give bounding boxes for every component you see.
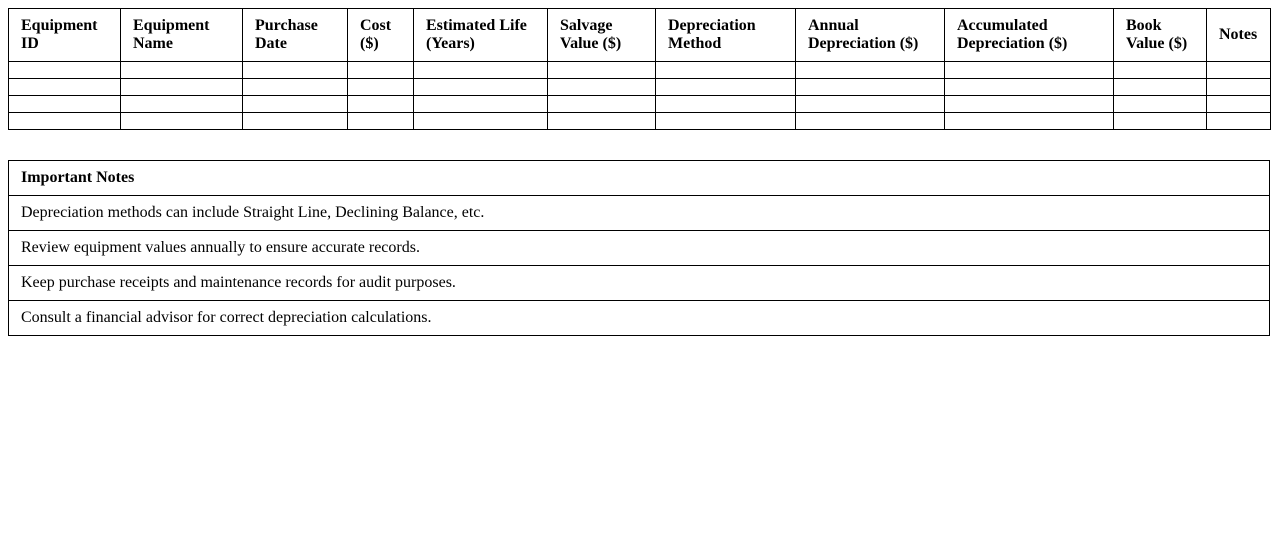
note-row bbox=[9, 301, 1270, 336]
table-header-row bbox=[9, 9, 1271, 62]
equipment-depreciation-table bbox=[8, 8, 1271, 130]
table-cell bbox=[414, 62, 548, 79]
table-cell bbox=[9, 96, 121, 113]
table-cell bbox=[414, 113, 548, 130]
table-cell bbox=[1114, 62, 1207, 79]
note-item: Keep purchase receipts and maintenance records for audit purposes. bbox=[9, 266, 1270, 301]
table-cell bbox=[9, 62, 121, 79]
header-salvage-value: Salvage Value ($) bbox=[548, 9, 656, 62]
table-cell bbox=[796, 62, 945, 79]
table-cell bbox=[945, 96, 1114, 113]
notes-title: Important Notes bbox=[9, 161, 1270, 196]
page-content bbox=[8, 8, 1270, 336]
header-estimated-life: Estimated Life (Years) bbox=[414, 9, 548, 62]
table-cell bbox=[348, 113, 414, 130]
note-row bbox=[9, 196, 1270, 231]
note-item: Depreciation methods can include Straight Line, Declining Balance, etc. bbox=[9, 196, 1270, 231]
table-cell bbox=[1207, 113, 1271, 130]
table-row bbox=[9, 79, 1271, 96]
table-cell bbox=[656, 113, 796, 130]
table-cell bbox=[9, 113, 121, 130]
table-cell bbox=[656, 62, 796, 79]
table-cell bbox=[1207, 96, 1271, 113]
table-cell bbox=[796, 96, 945, 113]
table-cell bbox=[1114, 79, 1207, 96]
table-cell bbox=[414, 79, 548, 96]
table-cell bbox=[243, 62, 348, 79]
table-cell bbox=[548, 79, 656, 96]
table-cell bbox=[121, 96, 243, 113]
table-cell bbox=[9, 79, 121, 96]
table-cell bbox=[243, 79, 348, 96]
table-cell bbox=[348, 62, 414, 79]
table-cell bbox=[796, 113, 945, 130]
header-cost: Cost ($) bbox=[348, 9, 414, 62]
table-row bbox=[9, 113, 1271, 130]
note-item: Review equipment values annually to ensure accurate records. bbox=[9, 231, 1270, 266]
header-purchase-date: Purchase Date bbox=[243, 9, 348, 62]
table-cell bbox=[656, 96, 796, 113]
header-annual-depreciation: Annual Depreciation ($) bbox=[796, 9, 945, 62]
table-row bbox=[9, 96, 1271, 113]
table-cell bbox=[548, 96, 656, 113]
table-cell bbox=[945, 79, 1114, 96]
important-notes-table bbox=[8, 160, 1270, 336]
header-equipment-name: Equipment Name bbox=[121, 9, 243, 62]
header-notes: Notes bbox=[1207, 9, 1271, 62]
note-row bbox=[9, 266, 1270, 301]
header-book-value: Book Value ($) bbox=[1114, 9, 1207, 62]
table-cell bbox=[121, 79, 243, 96]
table-cell bbox=[1114, 96, 1207, 113]
table-cell bbox=[414, 96, 548, 113]
header-accumulated-depreciation: Accumulated Depreciation ($) bbox=[945, 9, 1114, 62]
table-cell bbox=[945, 113, 1114, 130]
notes-header-row bbox=[9, 161, 1270, 196]
table-cell bbox=[243, 96, 348, 113]
note-item: Consult a financial advisor for correct depreciation calculations. bbox=[9, 301, 1270, 336]
table-cell bbox=[796, 79, 945, 96]
table-cell bbox=[121, 113, 243, 130]
table-cell bbox=[945, 62, 1114, 79]
table-cell bbox=[348, 96, 414, 113]
table-cell bbox=[548, 62, 656, 79]
table-cell bbox=[121, 62, 243, 79]
header-depreciation-method: Depreciation Method bbox=[656, 9, 796, 62]
note-row bbox=[9, 231, 1270, 266]
table-cell bbox=[243, 113, 348, 130]
table-cell bbox=[1207, 62, 1271, 79]
table-cell bbox=[1114, 113, 1207, 130]
header-equipment-id: Equipment ID bbox=[9, 9, 121, 62]
table-cell bbox=[1207, 79, 1271, 96]
table-cell bbox=[348, 79, 414, 96]
table-cell bbox=[548, 113, 656, 130]
table-cell bbox=[656, 79, 796, 96]
table-row bbox=[9, 62, 1271, 79]
